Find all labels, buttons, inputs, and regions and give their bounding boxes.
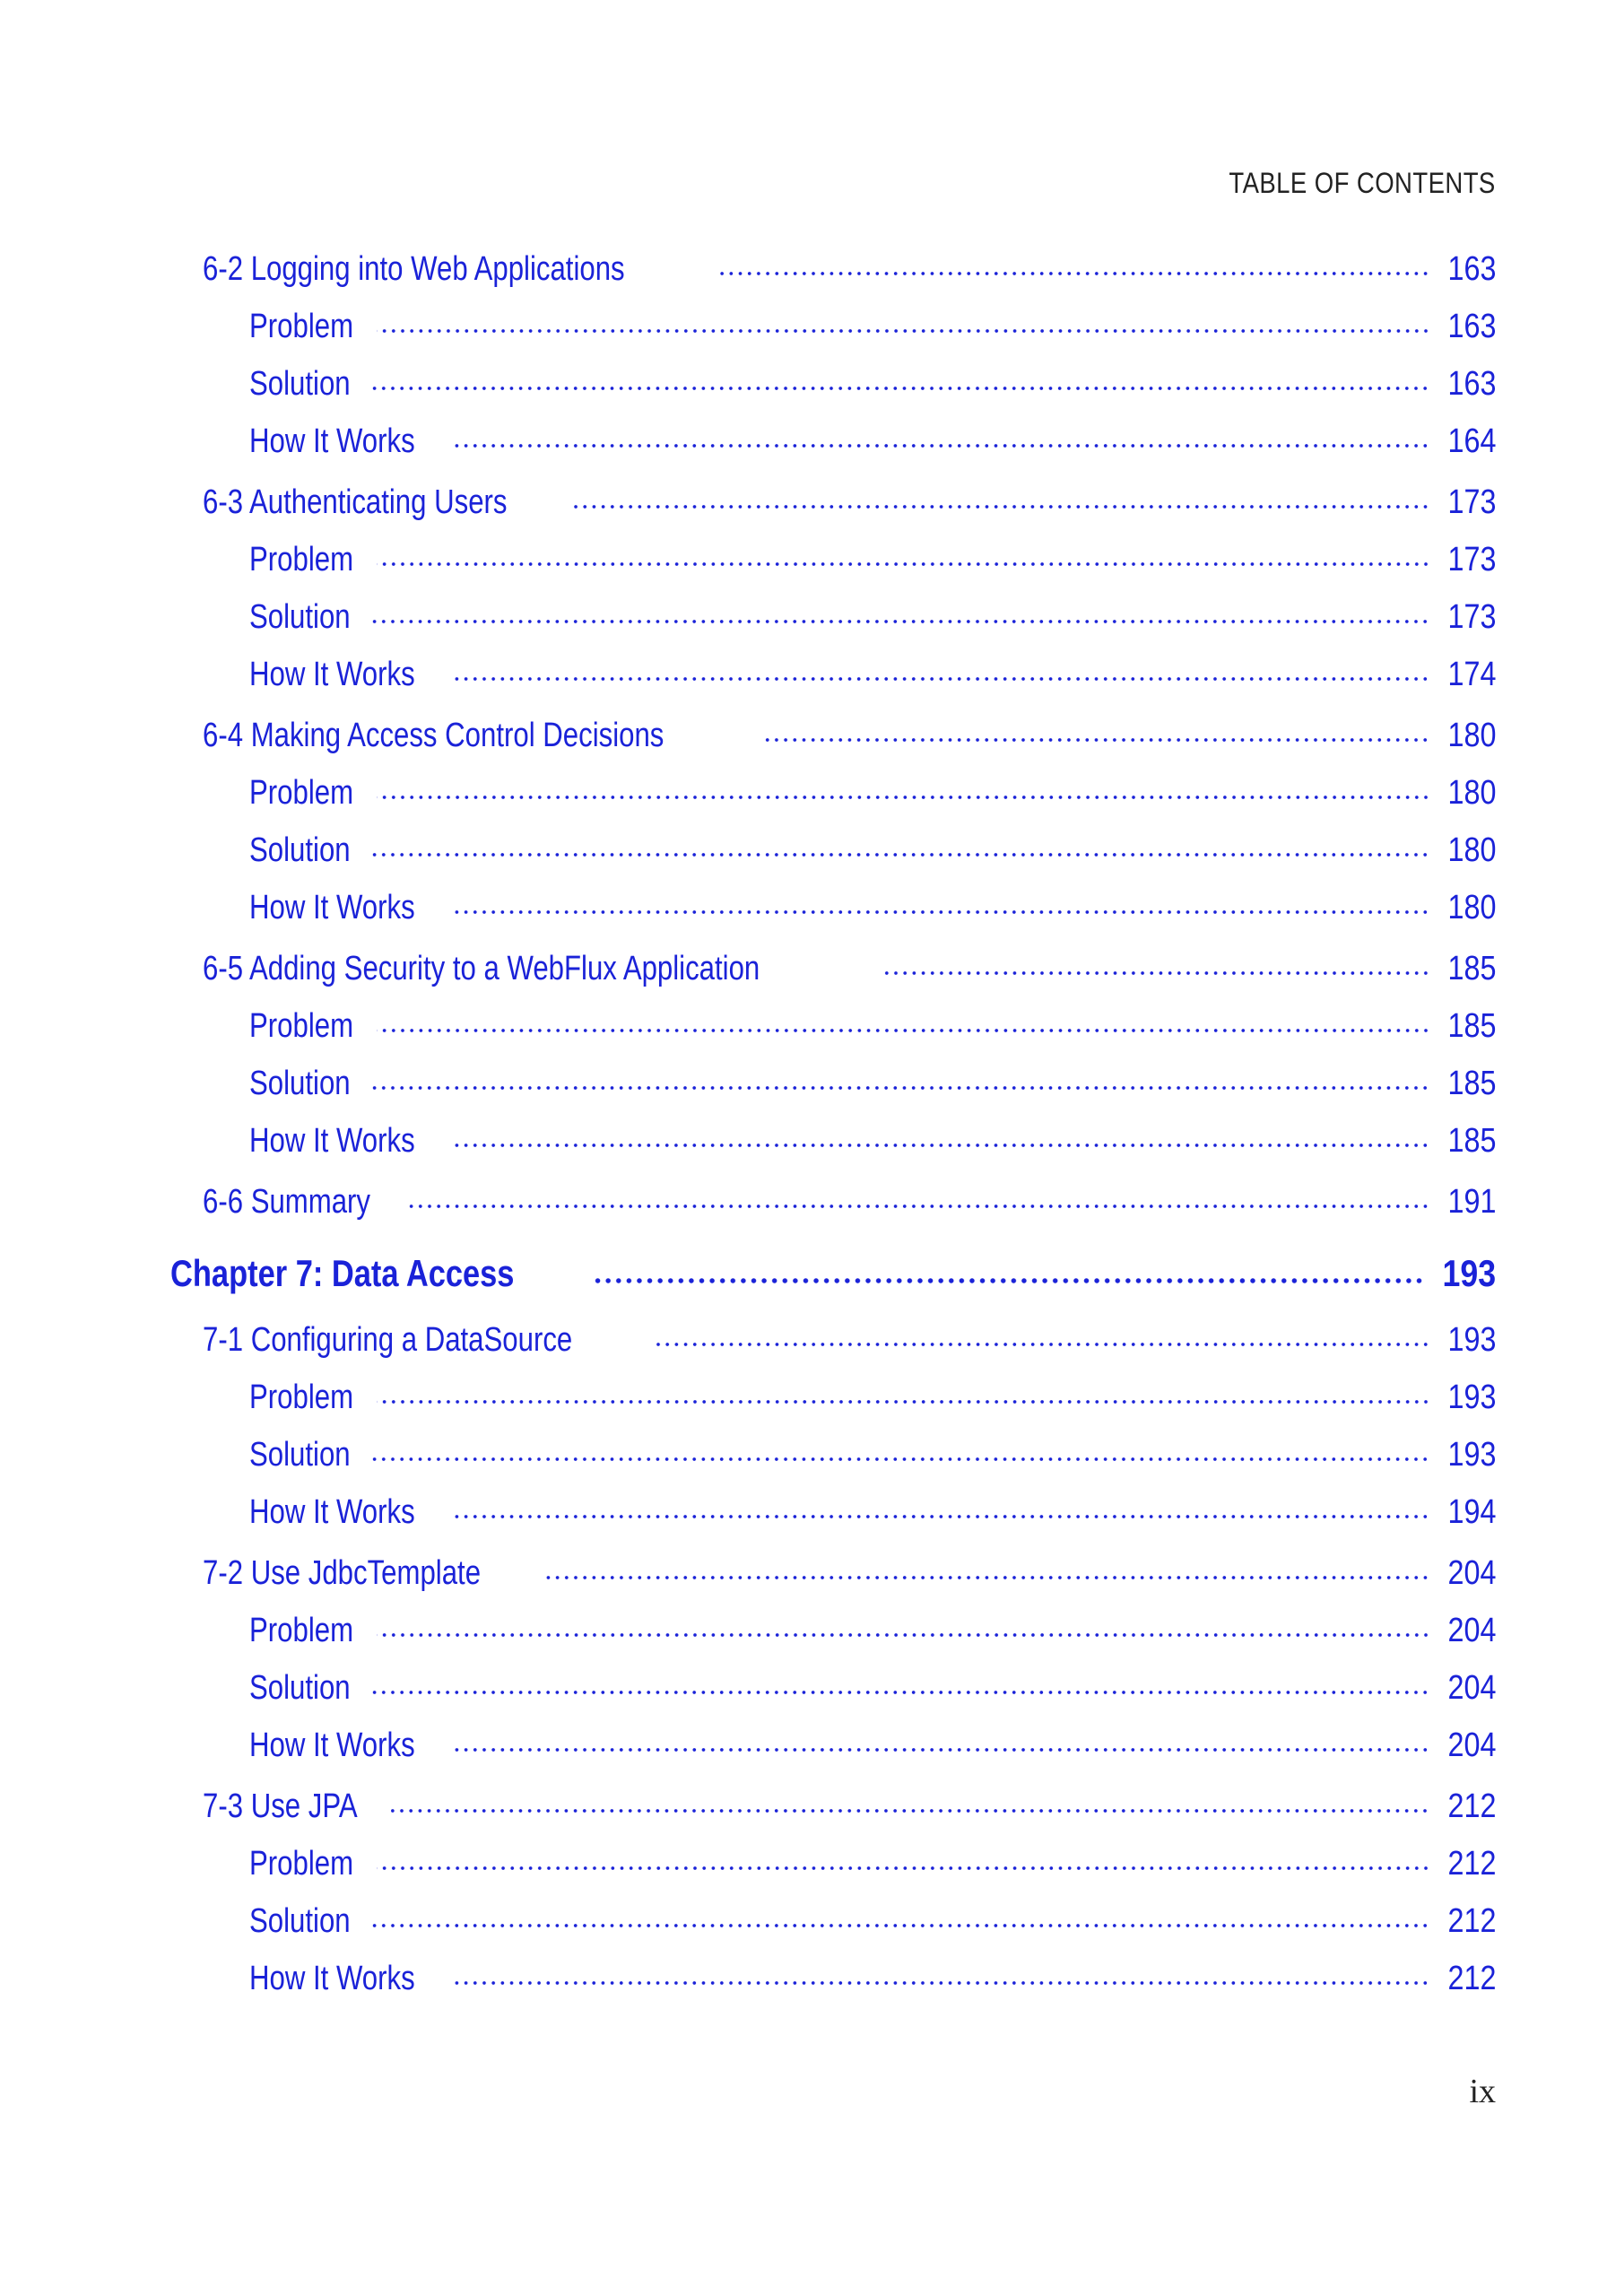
- toc-dot-leader: [377, 555, 1430, 573]
- toc-entry-title: How It Works: [249, 656, 415, 693]
- toc-subsection-link[interactable]: [170, 1369, 1496, 1426]
- toc-entry-page: 193: [1447, 1378, 1496, 1416]
- toc-entry-title: Problem: [249, 1378, 354, 1416]
- toc-dot-leader: [451, 1508, 1429, 1526]
- toc-dot-leader: [377, 1022, 1430, 1039]
- toc-entry-page: 185: [1447, 1065, 1496, 1102]
- toc-subsection-link[interactable]: [170, 1717, 1496, 1774]
- toc-entry-page: 204: [1447, 1669, 1496, 1707]
- toc-entry-page: 185: [1447, 1007, 1496, 1045]
- toc-entry-title: Solution: [249, 831, 351, 869]
- toc-subsection-link[interactable]: [170, 531, 1496, 588]
- toc-dot-leader: [451, 437, 1429, 455]
- toc-entry-title: Solution: [249, 1669, 351, 1707]
- toc-subsection-link[interactable]: [170, 1112, 1496, 1170]
- toc-entry-page: 180: [1447, 889, 1496, 926]
- toc-entry-title: 6-3 Authenticating Users: [203, 483, 508, 521]
- toc-dot-leader: [654, 1335, 1430, 1353]
- toc-entry-page: 180: [1447, 717, 1496, 754]
- toc-subsection-link[interactable]: [170, 879, 1496, 936]
- toc-entry-title: Problem: [249, 1007, 354, 1045]
- toc-entry-page: 163: [1447, 250, 1496, 288]
- toc-entry-title: Solution: [249, 1065, 351, 1102]
- toc-subsection-link[interactable]: [170, 355, 1496, 413]
- toc-dot-leader: [451, 1741, 1429, 1759]
- toc-dot-leader: [377, 788, 1430, 806]
- toc-dot-leader: [372, 1450, 1429, 1468]
- toc-entry-title: Problem: [249, 1845, 354, 1883]
- toc-entry-title: How It Works: [249, 889, 415, 926]
- toc-entry-page: 212: [1447, 1845, 1496, 1883]
- toc-dot-leader: [372, 1079, 1429, 1097]
- toc-section-link[interactable]: [170, 1311, 1496, 1369]
- toc-section-link[interactable]: [170, 1544, 1496, 1602]
- toc-entry-title: Problem: [249, 774, 354, 812]
- toc-entry-page: 163: [1447, 308, 1496, 345]
- toc-dot-leader: [574, 498, 1430, 516]
- toc-entry-page: 204: [1447, 1554, 1496, 1592]
- toc-entry-page: 204: [1447, 1612, 1496, 1649]
- toc-subsection-link[interactable]: [170, 1950, 1496, 2007]
- toc-entry-title: How It Works: [249, 1122, 415, 1160]
- toc-dot-leader: [372, 613, 1429, 631]
- toc-subsection-link[interactable]: [170, 646, 1496, 703]
- toc-entry-title: Solution: [249, 1902, 351, 1940]
- toc-subsection-link[interactable]: [170, 1659, 1496, 1717]
- toc-subsection-link[interactable]: [170, 1426, 1496, 1483]
- toc-dot-leader: [590, 1272, 1424, 1290]
- toc-dot-leader: [377, 1859, 1430, 1877]
- toc-entry-page: 174: [1447, 656, 1496, 693]
- toc-subsection-link[interactable]: [170, 997, 1496, 1055]
- toc-dot-leader: [372, 379, 1429, 397]
- toc-subsection-link[interactable]: [170, 764, 1496, 822]
- toc-entry-page: 194: [1447, 1493, 1496, 1531]
- toc-entry-title: 7-1 Configuring a DataSource: [203, 1321, 573, 1359]
- toc-entry-page: 173: [1447, 598, 1496, 636]
- toc-subsection-link[interactable]: [170, 1892, 1496, 1950]
- toc-entry-title: 6-4 Making Access Control Decisions: [203, 717, 665, 754]
- toc-entry-title: How It Works: [249, 422, 415, 460]
- toc-subsection-link[interactable]: [170, 588, 1496, 646]
- toc-dot-leader: [765, 731, 1429, 749]
- toc-dot-leader: [377, 1626, 1430, 1644]
- toc-entry-page: 185: [1447, 1122, 1496, 1160]
- toc-chapter-link[interactable]: [170, 1236, 1496, 1311]
- running-header: TABLE OF CONTENTS: [1229, 167, 1496, 199]
- toc-entry-page: 204: [1447, 1726, 1496, 1764]
- toc-subsection-link[interactable]: [170, 298, 1496, 355]
- toc-dot-leader: [377, 1393, 1430, 1411]
- toc-dot-leader: [377, 322, 1430, 340]
- toc-subsection-link[interactable]: [170, 413, 1496, 470]
- toc-entry-title: 7-2 Use JdbcTemplate: [203, 1554, 482, 1592]
- toc-entry-title: Problem: [249, 541, 354, 578]
- toc-entry-page: 180: [1447, 831, 1496, 869]
- toc-section-link[interactable]: [170, 940, 1496, 997]
- toc-section-link[interactable]: [170, 240, 1496, 298]
- table-of-contents: [170, 240, 1496, 2007]
- toc-entry-title: Solution: [249, 1436, 351, 1474]
- toc-dot-leader: [717, 265, 1430, 283]
- toc-entry-page: 212: [1447, 1960, 1496, 1997]
- toc-dot-leader: [451, 1136, 1429, 1154]
- toc-section-link[interactable]: [170, 707, 1496, 764]
- toc-entry-page: 191: [1447, 1183, 1496, 1221]
- toc-entry-title: How It Works: [249, 1960, 415, 1997]
- toc-entry-title: Chapter 7: Data Access: [170, 1252, 515, 1294]
- toc-section-link[interactable]: [170, 474, 1496, 531]
- toc-entry-page: 193: [1442, 1252, 1496, 1294]
- toc-subsection-link[interactable]: [170, 1602, 1496, 1659]
- toc-entry-page: 164: [1447, 422, 1496, 460]
- toc-dot-leader: [451, 1974, 1429, 1992]
- toc-subsection-link[interactable]: [170, 1835, 1496, 1892]
- toc-entry-title: Problem: [249, 1612, 354, 1649]
- toc-entry-title: 6-2 Logging into Web Applications: [203, 250, 625, 288]
- toc-subsection-link[interactable]: [170, 1055, 1496, 1112]
- toc-entry-title: How It Works: [249, 1726, 415, 1764]
- toc-entry-title: 7-3 Use JPA: [203, 1787, 358, 1825]
- toc-dot-leader: [372, 846, 1429, 864]
- toc-subsection-link[interactable]: [170, 822, 1496, 879]
- toc-section-link[interactable]: [170, 1778, 1496, 1835]
- toc-dot-leader: [391, 1802, 1429, 1820]
- toc-dot-leader: [451, 670, 1429, 688]
- toc-entry-page: 173: [1447, 483, 1496, 521]
- page-number: ix: [1469, 2073, 1496, 2110]
- toc-entry-page: 173: [1447, 541, 1496, 578]
- toc-entry-page: 185: [1447, 950, 1496, 987]
- toc-entry-page: 193: [1447, 1321, 1496, 1359]
- toc-dot-leader: [372, 1683, 1429, 1701]
- toc-section-link[interactable]: [170, 1173, 1496, 1231]
- toc-dot-leader: [542, 1569, 1430, 1587]
- toc-entry-page: 180: [1447, 774, 1496, 812]
- toc-dot-leader: [372, 1917, 1429, 1935]
- toc-dot-leader: [407, 1197, 1430, 1215]
- toc-entry-title: 6-5 Adding Security to a WebFlux Application: [203, 950, 760, 987]
- toc-entry-page: 212: [1447, 1787, 1496, 1825]
- toc-entry-page: 193: [1447, 1436, 1496, 1474]
- toc-entry-title: 6-6 Summary: [203, 1183, 371, 1221]
- toc-dot-leader: [451, 903, 1429, 921]
- toc-dot-leader: [882, 964, 1430, 982]
- toc-entry-page: 163: [1447, 365, 1496, 403]
- toc-entry-title: Problem: [249, 308, 354, 345]
- toc-entry-page: 212: [1447, 1902, 1496, 1940]
- toc-subsection-link[interactable]: [170, 1483, 1496, 1541]
- toc-entry-title: How It Works: [249, 1493, 415, 1531]
- toc-entry-title: Solution: [249, 598, 351, 636]
- toc-entry-title: Solution: [249, 365, 351, 403]
